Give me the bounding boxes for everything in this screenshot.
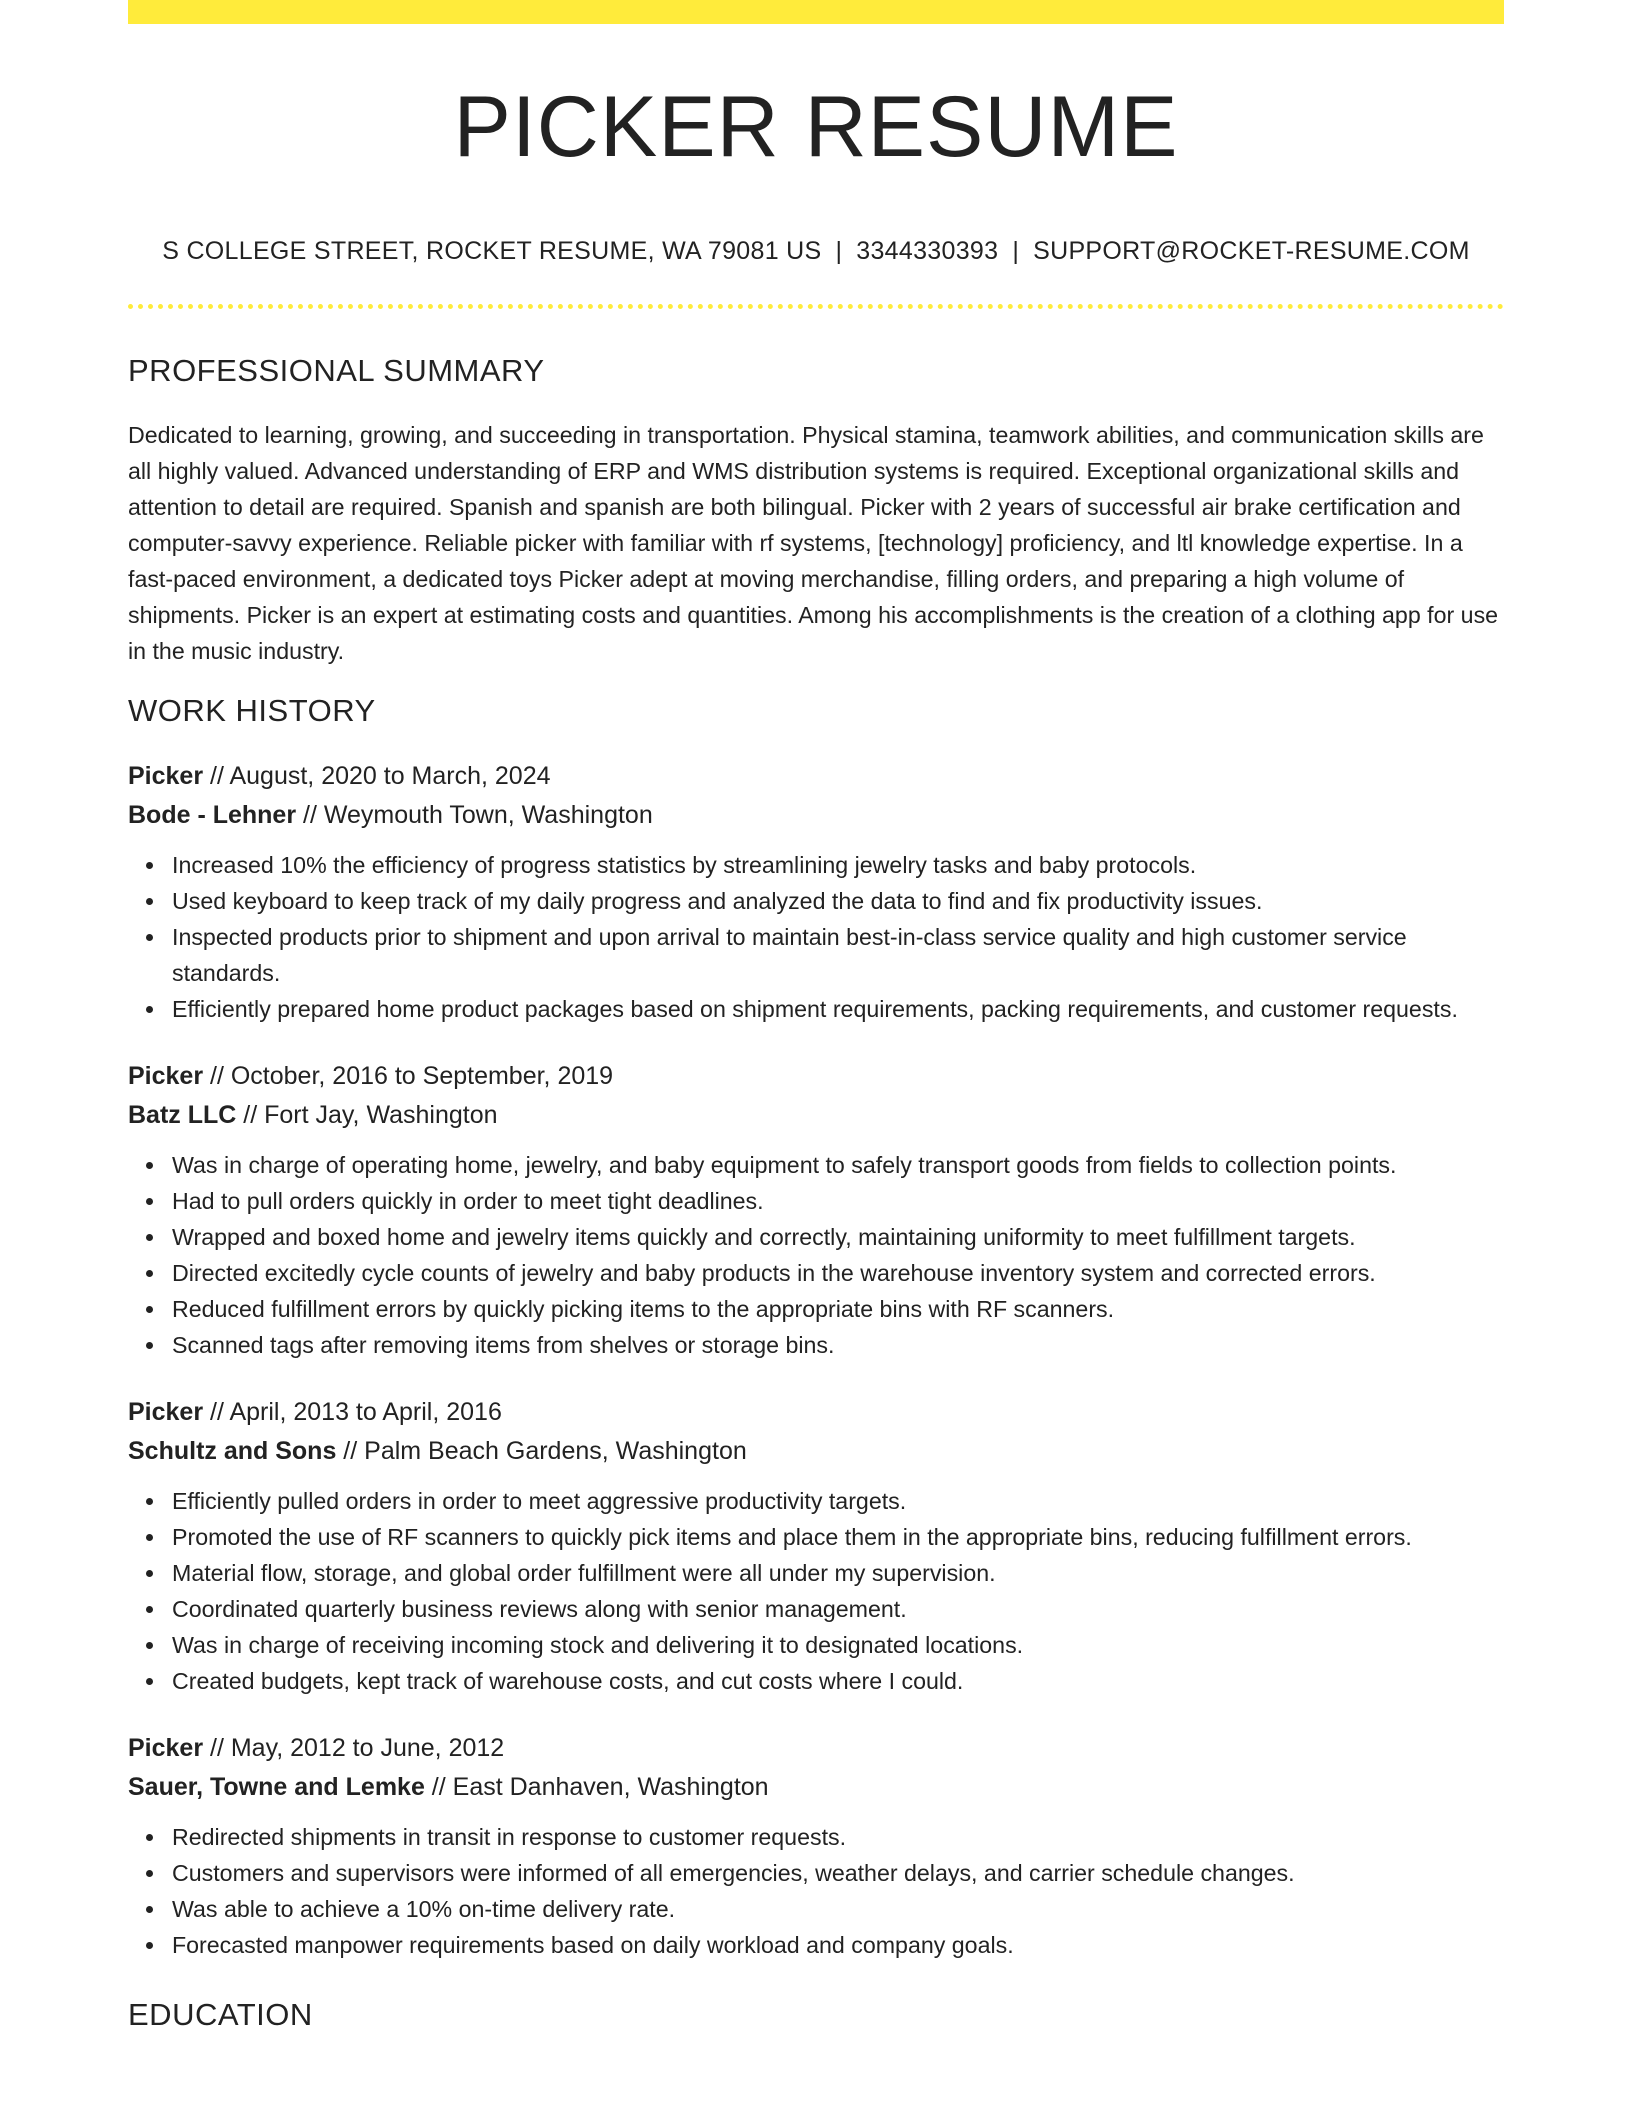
job-bullet: Used keyboard to keep track of my daily progress and analyzed the data to find and fix productivity issues. (172, 883, 1504, 919)
job-title-line (128, 1393, 1504, 1432)
summary-heading: PROFESSIONAL SUMMARY (128, 352, 545, 388)
job-bullet: Reduced fulfillment errors by quickly picking items to the appropriate bins with RF scanners. (172, 1291, 1504, 1327)
job-location: // Palm Beach Gardens, Washington (336, 1436, 747, 1465)
job-location: // Weymouth Town, Washington (296, 800, 653, 829)
job-dates: // August, 2020 to March, 2024 (203, 761, 551, 790)
job-company: Batz LLC (128, 1100, 237, 1129)
job-list (128, 757, 1504, 1963)
dotted-divider (128, 304, 1504, 309)
contact-email: SUPPORT@ROCKET-RESUME.COM (1033, 236, 1470, 265)
accent-top-bar (128, 0, 1504, 24)
job-title: Picker (128, 1061, 204, 1090)
job-bullet: Efficiently pulled orders in order to meet aggressive productivity targets. (172, 1483, 1504, 1519)
job-dates: // April, 2013 to April, 2016 (203, 1397, 502, 1426)
job-entry (128, 1393, 1504, 1699)
job-bullet: Wrapped and boxed home and jewelry items quickly and correctly, maintaining uniformity to meet fulfillment targets. (172, 1219, 1504, 1255)
resume-title: PICKER RESUME (453, 79, 1179, 175)
job-company-line (128, 796, 1504, 835)
job-company: Bode - Lehner (128, 800, 297, 829)
job-dates: // May, 2012 to June, 2012 (203, 1733, 505, 1762)
job-entry (128, 1729, 1504, 1963)
resume-page (128, 0, 1504, 2033)
job-bullet: Forecasted manpower requirements based on daily workload and company goals. (172, 1927, 1504, 1963)
job-title: Picker (128, 1397, 204, 1426)
job-title-line (128, 1057, 1504, 1096)
job-bullets (128, 1147, 1504, 1363)
job-company-line (128, 1432, 1504, 1471)
job-bullet: Scanned tags after removing items from shelves or storage bins. (172, 1327, 1504, 1363)
job-bullet: Promoted the use of RF scanners to quickly pick items and place them in the appropriate bins, reducing fulfillment errors. (172, 1519, 1504, 1555)
job-bullets (128, 1819, 1504, 1963)
job-dates: // October, 2016 to September, 2019 (203, 1061, 614, 1090)
job-bullets (128, 847, 1504, 1027)
contact-separator: | (1012, 236, 1020, 265)
job-location: // Fort Jay, Washington (236, 1100, 498, 1129)
job-bullet: Inspected products prior to shipment and upon arrival to maintain best-in-class service quality and high customer service standards. (172, 919, 1504, 991)
job-bullet: Was able to achieve a 10% on-time delivery rate. (172, 1891, 1504, 1927)
job-company: Sauer, Towne and Lemke (128, 1772, 425, 1801)
job-bullet: Coordinated quarterly business reviews along with senior management. (172, 1591, 1504, 1627)
job-bullet: Directed excitedly cycle counts of jewelry and baby products in the warehouse inventory system and corrected errors. (172, 1255, 1504, 1291)
job-title: Picker (128, 1733, 204, 1762)
job-company: Schultz and Sons (128, 1436, 337, 1465)
job-company-line (128, 1768, 1504, 1807)
job-bullet: Efficiently prepared home product packages based on shipment requirements, packing requirements, and customer requests. (172, 991, 1504, 1027)
summary-text: Dedicated to learning, growing, and succeeding in transportation. Physical stamina, teamwork abilities, and communication skills are all highly valued. Advanced understanding of ERP and WMS distribution systems is required. Exceptional organizational skills and attention to detail are required. Spanish and spanish are both bilingual. Picker with 2 years of successful air brake certification and computer-savvy experience. Reliable picker with familiar with rf systems, [technology] proficiency, and ltl knowledge expertise. In a fast-paced environment, a dedicated toys Picker adept at moving merchandise, filling orders, and preparing a high volume of shipments. Picker is an expert at estimating costs and quantities. Among his accomplishments is the creation of a clothing app for use in the music industry. (128, 421, 1499, 664)
job-entry (128, 757, 1504, 1027)
job-bullet: Redirected shipments in transit in response to customer requests. (172, 1819, 1504, 1855)
contact-address: S COLLEGE STREET, ROCKET RESUME, WA 79081 US (162, 236, 822, 265)
contact-phone: 3344330393 (856, 236, 999, 265)
job-bullet: Had to pull orders quickly in order to meet tight deadlines. (172, 1183, 1504, 1219)
job-company-line (128, 1096, 1504, 1135)
job-bullet: Was in charge of operating home, jewelry, and baby equipment to safely transport goods from fields to collection points. (172, 1147, 1504, 1183)
job-bullets (128, 1483, 1504, 1699)
job-entry (128, 1057, 1504, 1363)
job-title: Picker (128, 761, 204, 790)
education-heading: EDUCATION (128, 1996, 313, 2032)
contact-separator: | (835, 236, 843, 265)
work-history-heading: WORK HISTORY (128, 692, 376, 728)
contact-line (128, 237, 1504, 266)
job-title-line (128, 1729, 1504, 1768)
job-bullet: Customers and supervisors were informed of all emergencies, weather delays, and carrier schedule changes. (172, 1855, 1504, 1891)
job-bullet: Created budgets, kept track of warehouse costs, and cut costs where I could. (172, 1663, 1504, 1699)
job-bullet: Increased 10% the efficiency of progress statistics by streamlining jewelry tasks and baby protocols. (172, 847, 1504, 883)
job-location: // East Danhaven, Washington (424, 1772, 769, 1801)
job-title-line (128, 757, 1504, 796)
job-bullet: Was in charge of receiving incoming stock and delivering it to designated locations. (172, 1627, 1504, 1663)
job-bullet: Material flow, storage, and global order fulfillment were all under my supervision. (172, 1555, 1504, 1591)
